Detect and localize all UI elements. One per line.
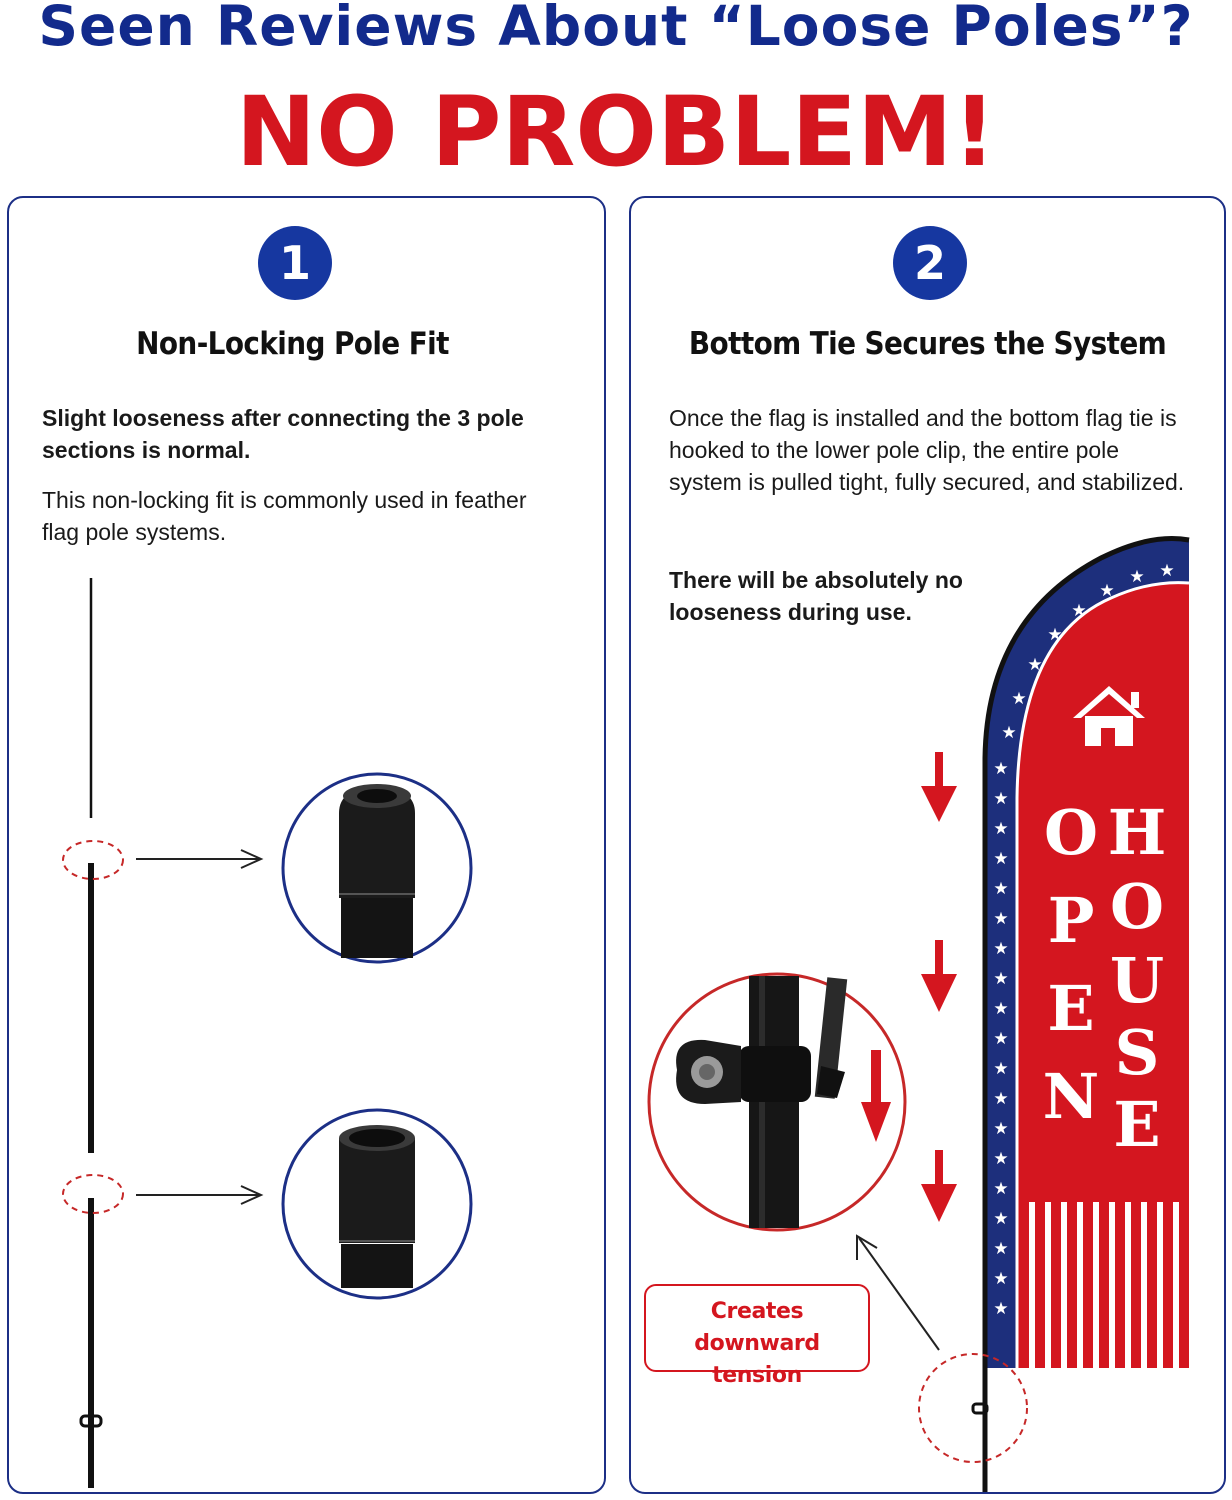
svg-text:★: ★ xyxy=(993,789,1009,809)
svg-text:★: ★ xyxy=(1047,625,1063,645)
flag-letter-e: E xyxy=(1047,972,1095,1045)
right-arrow-icon xyxy=(136,1186,261,1204)
svg-text:★: ★ xyxy=(993,1299,1009,1319)
step-2-panel xyxy=(629,196,1226,1494)
joint-2-zoom xyxy=(283,1110,471,1298)
svg-text:★: ★ xyxy=(993,969,1009,989)
flag-letter-n: N xyxy=(1042,1060,1100,1133)
down-arrow-icon xyxy=(921,940,957,1012)
step-1-body-text: This non-locking fit is commonly used in feather flag pole systems. xyxy=(42,487,527,545)
step-1-panel xyxy=(7,196,606,1494)
down-arrow-icon xyxy=(921,1150,957,1222)
pole-sections-illustration xyxy=(9,198,606,1494)
step-2-badge: 2 xyxy=(893,226,967,300)
down-arrow-icon xyxy=(921,752,957,822)
bottom-pole-section xyxy=(88,1198,94,1488)
svg-text:★: ★ xyxy=(1011,689,1027,709)
step-2-body-text: Once the flag is installed and the bottom flag tie is hooked to the lower pole clip, the entire pole system is pulled tight, fully secured, and stabilized. xyxy=(669,405,1185,495)
flag-letter-o: O xyxy=(1043,796,1099,869)
right-arrow-icon xyxy=(136,850,261,868)
flag-letter-u: U xyxy=(1109,944,1165,1017)
step-2-bold-text: There will be absolutely no looseness during use. xyxy=(669,567,963,625)
svg-text:★: ★ xyxy=(993,879,1009,899)
svg-text:★: ★ xyxy=(993,939,1009,959)
svg-text:★: ★ xyxy=(993,819,1009,839)
middle-pole-section xyxy=(88,863,94,1153)
headline-question: Seen Reviews About “Loose Poles”? xyxy=(38,0,1194,58)
svg-text:★: ★ xyxy=(993,1029,1009,1049)
svg-text:★: ★ xyxy=(1099,581,1115,601)
svg-text:★: ★ xyxy=(993,849,1009,869)
headline-answer: NO PROBLEM! xyxy=(235,76,997,188)
svg-text:★: ★ xyxy=(1159,561,1175,581)
svg-text:★: ★ xyxy=(993,1209,1009,1229)
svg-text:★: ★ xyxy=(1027,655,1043,675)
flag-letter-p: P xyxy=(1047,884,1095,957)
callout-downward-tension: Creates downward tension xyxy=(644,1284,870,1372)
flag-letter-o2: O xyxy=(1109,870,1165,943)
svg-text:★: ★ xyxy=(1001,723,1017,743)
step-1-bold-text: Slight looseness after connecting the 3 pole sections is normal. xyxy=(42,405,524,463)
step-2-title: Bottom Tie Secures the System xyxy=(688,326,1167,362)
svg-text:★: ★ xyxy=(993,909,1009,929)
svg-text:★: ★ xyxy=(993,1179,1009,1199)
flag-letter-e2: E xyxy=(1113,1088,1161,1161)
step-1-title: Non-Locking Pole Fit xyxy=(136,326,449,362)
step-1-badge: 1 xyxy=(258,226,332,300)
svg-text:★: ★ xyxy=(1071,601,1087,621)
svg-text:★: ★ xyxy=(1129,567,1145,587)
svg-text:★: ★ xyxy=(993,1269,1009,1289)
flag-letter-h: H xyxy=(1107,796,1167,869)
svg-text:★: ★ xyxy=(993,1059,1009,1079)
svg-text:★: ★ xyxy=(993,1239,1009,1259)
flag-letter-s: S xyxy=(1114,1016,1160,1089)
svg-text:★: ★ xyxy=(993,1149,1009,1169)
clip-zoom xyxy=(649,974,905,1230)
svg-text:★: ★ xyxy=(993,1119,1009,1139)
svg-text:★: ★ xyxy=(993,1089,1009,1109)
svg-text:★: ★ xyxy=(993,759,1009,779)
joint-1-zoom xyxy=(283,774,471,962)
svg-text:★: ★ xyxy=(993,999,1009,1019)
